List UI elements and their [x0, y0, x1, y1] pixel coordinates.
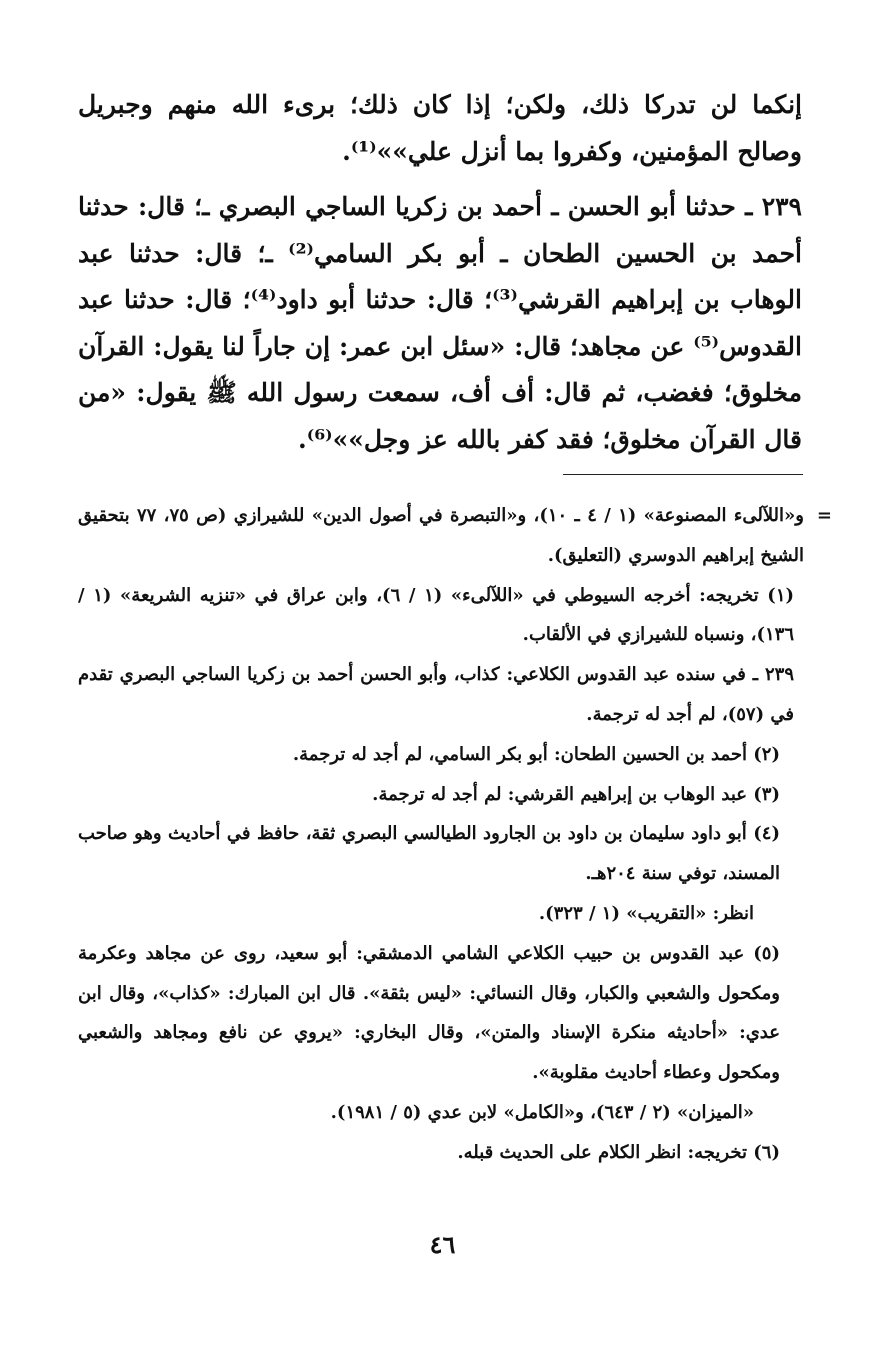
footnote-239: ٢٣٩ ـ في سنده عبد القدوس الكلاعي: كذاب، وأبو الحسن أحمد بن زكريا الساجي البصري تقدم في (٥٧)، لم أجد له ترجمة. [78, 664, 794, 725]
footnote-4-reference: انظر: «التقريب» (١ / ٣٢٣). [538, 902, 754, 924]
footnote-1: (١) تخريجه: أخرجه السيوطي في «اللآلىء» (١ / ٦)، وابن عراق في «تنزيه الشريعة» (١ / ١٣٦)، ونسباه للشيرازي في الألقاب. [78, 584, 795, 646]
footnote-5: (٥) عبد القدوس بن حبيب الكلاعي الشامي الدمشقي: أبو سعيد، روى عن مجاهد وعكرمة ومكحول والشعبي والكبار، وقال النسائي: «ليس بثقة». قال ابن المبارك: «كذاب»، وقال ابن عدي: «أحاديثه منكرة الإسناد والمتن»، وقال البخاري: «يروي عن نافع ومجاهد والشعبي ومكحول وعطاء أحاديث مقلوبة». [78, 942, 780, 1084]
footnote-separator [563, 474, 803, 475]
footnote-continuation-text: و«اللآلىء المصنوعة» (١ / ٤ ـ ١٠)، و«التبصرة في أصول الدين» للشيرازي (ص ٧٥، ٧٧ بتحقيق الشيخ إبراهيم الدوسري (التعليق). [78, 505, 804, 566]
footnote-4: (٤) أبو داود سليمان بن داود بن الجارود الطيالسي البصري ثقة، حافظ في أحاديث وهو صاحب المسند، توفي سنة ٢٠٤هـ. [78, 823, 780, 885]
footnote-3: (٣) عبد الوهاب بن إبراهيم القرشي: لم أجد له ترجمة. [372, 783, 780, 805]
main-text [78, 82, 802, 463]
footnote-6: (٦) تخريجه: انظر الكلام على الحديث قبله. [457, 1141, 780, 1163]
footnote-continuation [78, 496, 832, 576]
page-number: ٤٦ [429, 1230, 456, 1259]
hadith-239: ٢٣٩ ـ حدثنا أبو الحسن ـ أحمد بن زكريا الساجي البصري ـ؛ قال: حدثنا أحمد بن الحسين الطحان ـ أبو بكر السامي⁽²⁾ ـ؛ قال: حدثنا عبد الوهاب بن إبراهيم القرشي⁽³⁾؛ قال: حدثنا أبو داود⁽⁴⁾؛ قال: حدثنا عبد القدوس⁽⁵⁾ عن مجاهد؛ قال: «سئل ابن عمر: إن جاراً لنا يقول: القرآن مخلوق؛ فغضب، ثم قال: أف أف، سمعت رسول الله ﷺ يقول: «من قال القرآن مخلوق؛ فقد كفر بالله عز وجل»»⁽⁶⁾. [78, 192, 802, 454]
footnote-5-reference: «الميزان» (٢ / ٦٤٣)، و«الكامل» لابن عدي (٥ / ١٩٨١). [330, 1101, 754, 1123]
footnotes [78, 496, 832, 1173]
main-paragraph-continuation: إنكما لن تدركا ذلك، ولكن؛ إذا كان ذلك؛ برىء الله منهم وجبريل وصالح المؤمنين، وكفروا بما أنزل علي»»⁽¹⁾. [78, 90, 802, 166]
footnote-2: (٢) أحمد بن الحسين الطحان: أبو بكر السامي، لم أجد له ترجمة. [292, 743, 780, 765]
continuation-mark: = [816, 505, 832, 526]
